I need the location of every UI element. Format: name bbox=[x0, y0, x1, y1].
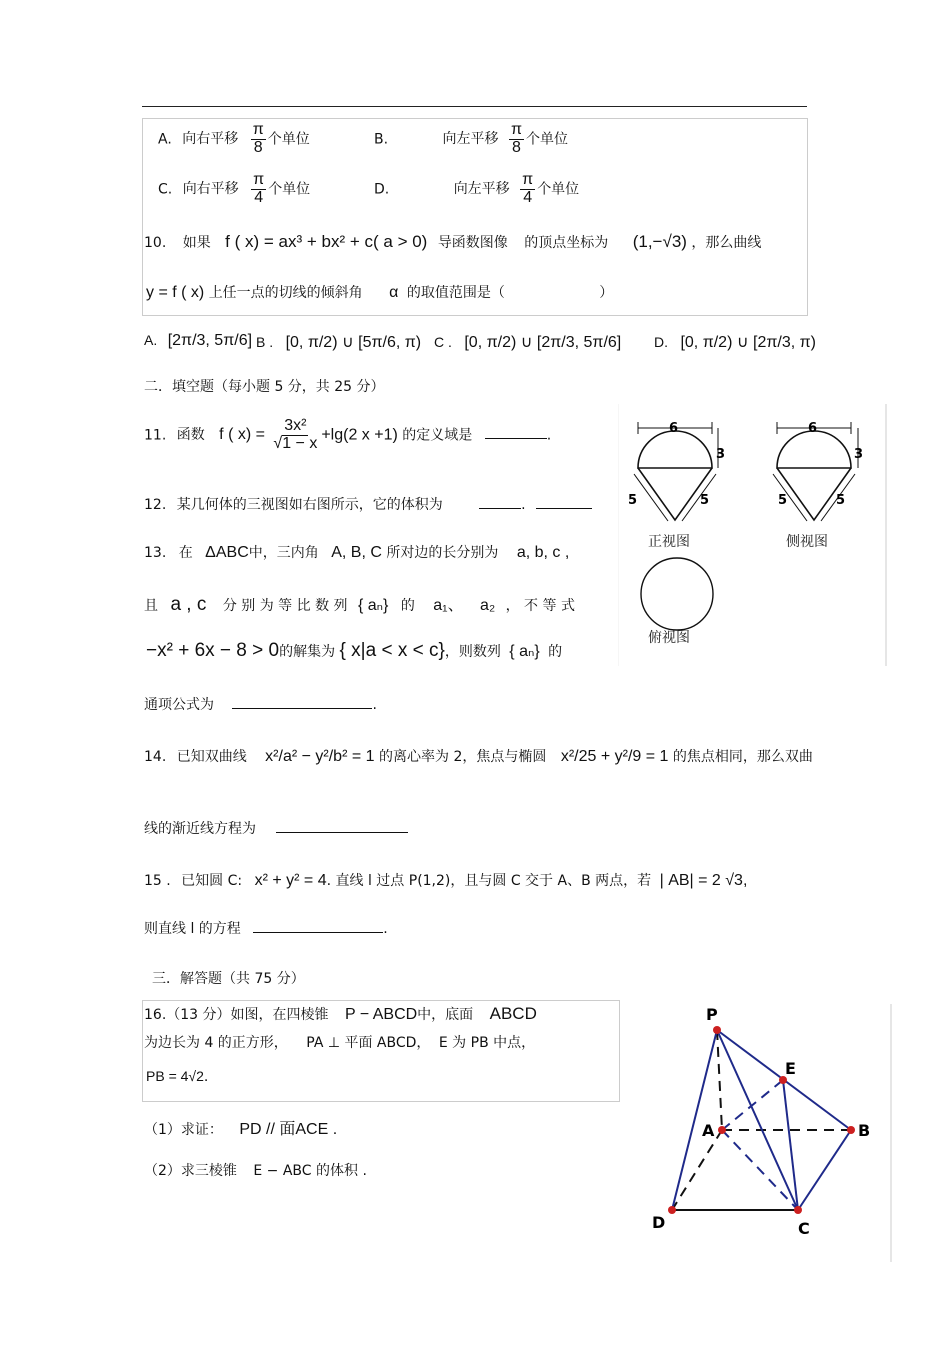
q15-line1: 15 . 已知圆 C: x² + y² = 4. 直线 l 过点 P(1,2)，且与圆 C 交于 A、B 两点，若 | AB| = 2 √3, bbox=[144, 872, 748, 889]
vertex-a bbox=[718, 1126, 726, 1134]
vertex-c bbox=[794, 1206, 802, 1214]
fraction: $\frac{\pi}{8}$ bbox=[252, 121, 264, 156]
q13-line1: 13. 在 ΔABC中，三内角 A, B, C 所对边的长分别为 a, b, c , bbox=[144, 544, 570, 561]
fraction: $\frac{\pi}{4}$ bbox=[253, 171, 265, 206]
q10-line1: 10. 如果 f ( x) = ax³ + bx² + c( a > 0) 导函数图像 的顶点坐标为 (1,−√3) ，那么曲线 bbox=[144, 232, 762, 251]
dim-six: 6 bbox=[669, 421, 679, 436]
top-view bbox=[641, 558, 713, 646]
fraction: $\frac{\pi}{8}$ bbox=[510, 121, 523, 156]
dim-five: 5 bbox=[836, 493, 846, 508]
dim-five: 5 bbox=[778, 493, 788, 508]
q9-option-b: B. 向左平移 $\frac{\pi}{8}$ 个单位 bbox=[374, 121, 569, 156]
q11: 11. 函数 f ( x) = $\frac{\text{3x²}}{√1 - x}$ +lg(2 x +1) 的定义域是 . bbox=[144, 417, 552, 452]
q9-option-d: D. 向左平移 $\frac{\pi}{4}$ 个单位 bbox=[374, 171, 580, 206]
q10-option-d: D. [0, π/2) ∪ [2π/3, π) bbox=[654, 334, 816, 351]
front-view bbox=[628, 421, 725, 550]
q10-line2: y = f ( x) 上任一点的切线的倾斜角 α 的取值范围是（ ） bbox=[146, 284, 614, 301]
q14-line1: 14. 已知双曲线 x²/a² − y²/b² = 1 的离心率为 2，焦点与椭圆 x²/25 + y²/9 = 1 的焦点相同，那么双曲 bbox=[144, 748, 813, 765]
q10-option-c: C . [0, π/2) ∪ [2π/3, 5π/6] bbox=[434, 334, 622, 351]
answer-blank[interactable] bbox=[253, 932, 383, 933]
answer-blank[interactable] bbox=[479, 508, 521, 509]
three-views-figure bbox=[618, 404, 888, 666]
front-view-label: 正视图 bbox=[648, 534, 690, 550]
q9-option-c: C. 向右平移 $\frac{\pi}{4}$ 个单位 bbox=[158, 171, 311, 206]
q16-part1: （1）求证： PD // 面ACE . bbox=[144, 1121, 338, 1138]
q13-line3: −x² + 6x − 8 > 0的解集为 { x|a < x < c}，则数列 { aₙ} 的 bbox=[146, 640, 563, 661]
q10-option-b: B . [0, π/2) ∪ [5π/6, π) bbox=[256, 334, 422, 351]
q16-line3: PB = 4√2. bbox=[146, 1068, 209, 1085]
side-view bbox=[773, 421, 863, 550]
dim-three: 3 bbox=[716, 447, 726, 462]
pyramid-figure bbox=[640, 1000, 895, 1262]
side-view-label: 侧视图 bbox=[786, 534, 828, 550]
label-d: D bbox=[652, 1213, 666, 1232]
dim-five: 5 bbox=[700, 493, 710, 508]
fraction: $\frac{\pi}{4}$ bbox=[522, 171, 534, 206]
q12: 12. 某几何体的三视图如右图所示，它的体积为 . bbox=[144, 494, 592, 514]
top-view-label: 俯视图 bbox=[648, 630, 690, 646]
label-a: A bbox=[702, 1121, 715, 1140]
label-c: C bbox=[798, 1219, 810, 1238]
answer-blank[interactable] bbox=[232, 708, 372, 709]
fraction: $\frac{\text{3x²}}{√1 - x}$ bbox=[273, 417, 318, 452]
q14-line2: 线的渐近线方程为 bbox=[144, 818, 408, 838]
q16-line1: 16.（13 分）如图，在四棱锥 P − ABCD中，底面 ABCD bbox=[144, 1004, 537, 1023]
dim-six: 6 bbox=[808, 421, 818, 436]
q13-line4: 通项公式为 . bbox=[144, 697, 377, 713]
dim-five: 5 bbox=[628, 493, 638, 508]
q16-part2: （2）求三棱锥 E − ABC 的体积 . bbox=[144, 1163, 367, 1179]
answer-blank[interactable] bbox=[276, 832, 408, 833]
top-rule bbox=[142, 106, 807, 107]
q13-line2: 且 a , c 分 别 为 等 比 数 列 { aₙ} 的 a₁、 a₂ ， 不 等 式 bbox=[144, 594, 575, 615]
vertex-b bbox=[847, 1126, 855, 1134]
label-b: B bbox=[858, 1121, 871, 1140]
answer-blank[interactable] bbox=[536, 508, 592, 509]
dim-three: 3 bbox=[854, 447, 864, 462]
q9-option-a: A. 向右平移 $\frac{\pi}{8}$ 个单位 bbox=[158, 121, 310, 156]
answer-blank[interactable] bbox=[485, 438, 547, 439]
q15-line2: 则直线 l 的方程 . bbox=[144, 921, 388, 937]
label-e: E bbox=[785, 1059, 796, 1078]
q16-line2: 为边长为 4 的正方形， PA ⊥ 平面 ABCD， E 为 PB 中点， bbox=[144, 1035, 536, 1051]
section-3-title: 三．解答题（共 75 分） bbox=[152, 971, 305, 987]
section-2-title: 二．填空题（每小题 5 分，共 25 分） bbox=[144, 379, 385, 395]
vertex-p bbox=[713, 1026, 721, 1034]
q10-option-a: A. [2π/3, 5π/6] bbox=[144, 332, 253, 349]
label-p: P bbox=[706, 1005, 718, 1024]
vertex-d bbox=[668, 1206, 676, 1214]
